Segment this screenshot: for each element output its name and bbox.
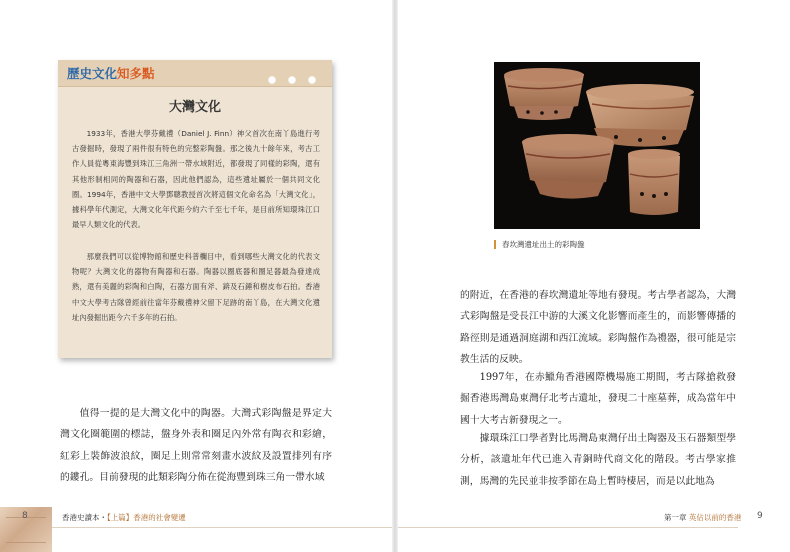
footer-running-head-left: 香港史讀本・【上篇】香港的社會變遷 <box>62 513 186 522</box>
page-number-right: 9 <box>757 511 763 521</box>
footer-rule-left <box>52 527 392 528</box>
sidebar-header-title <box>67 64 155 82</box>
sidebar-header <box>58 60 332 87</box>
sidebar-header-title-b: 知多點 <box>117 66 155 81</box>
book-title: 香港史讀本 <box>62 513 100 522</box>
dot-icon <box>268 76 276 84</box>
dot-icon <box>308 76 316 84</box>
book-gutter <box>392 0 398 552</box>
footer-rule-right <box>398 527 738 528</box>
caption-marker <box>494 240 496 249</box>
dot-icon <box>288 76 296 84</box>
right-body-paragraph: 1997年，在赤鱲角香港國際機場施工期間，考古隊搶救發掘香港馬灣島東灣仔北考古遺址，發現二十座墓葬，成為當年中國十大考古新發現之一。 <box>460 372 736 426</box>
history-culture-sidebar <box>58 60 332 358</box>
photo-caption-text: 舂坎灣遺址出土的彩陶盤 <box>502 240 585 249</box>
left-body-paragraph: 值得一提的是大灣文化中的陶器。大灣式彩陶盤是界定大灣文化圈範圍的標誌，盤身外表和圈足內外常有陶衣和彩繪，紅彩上裝飾波浪紋，圈足上則常常刻畫水波紋及設置排列有序的鏤孔。目前發現的此類彩陶分佈在從海豐到珠三角一帶水域 <box>60 408 332 484</box>
right-body-paragraph: 的附近，在香港的舂坎灣遺址等地有發現。考古學者認為，大灣式彩陶盤是受長江中游的大溪文化影響而產生的，而影響傳播的路徑則是通過洞庭湖和西江流域。彩陶盤作為禮器，很可能是宗教生活的反映。 <box>460 290 736 366</box>
section-title: 【上篇】香港的社會變遷 <box>107 513 186 522</box>
pottery-photo <box>494 62 700 229</box>
sidebar-paragraph: 那麼我們可以從博物館和歷史科普欄目中，看到哪些大灣文化的代表文物呢？大灣文化的器物有陶器和石器。陶器以圈底器和圈足器最為發達成熟，還有美麗的彩陶和白陶，石器方面有斧、錛及石錘和樹皮布石拍。香港中文大學考古隊曾經前往當年芬戴禮神父留下足跡的南丫島，在大灣文化遺址內發掘出距今六千多年的石拍。 <box>72 252 320 322</box>
sidebar-title: 大灣文化 <box>168 100 221 115</box>
sidebar-header-title-a: 歷史文化 <box>67 66 118 81</box>
photo-caption <box>494 239 585 250</box>
decorative-dots <box>256 69 316 88</box>
chapter-label: 第一章 <box>664 513 687 522</box>
pottery-image <box>494 62 700 229</box>
page-number-left: 8 <box>22 511 28 521</box>
footer-running-head-right <box>664 512 741 523</box>
pottery-vessel-4 <box>628 149 680 215</box>
right-body-paragraph: 據環珠江口學者對比馬灣島東灣仔出土陶器及玉石器類型學分析，該遺址年代已進入青銅時代商文化的階段。考古學家推測，馬灣的先民並非按季節在島上暫時棲居，而是以此地為 <box>460 433 736 487</box>
chapter-title: 英佔以前的香港 <box>688 513 742 522</box>
sidebar-paragraph: 1933年，香港大學芬戴禮（Daniel J. Finn）神父首次在南丫島進行考古發掘時，發現了兩件很有特色的完整彩陶盤。那之後九十餘年來，考古工作人員從粵東海豐到珠江三角洲一帶水域附近，都發現了同樣的彩陶，還有其他形制相同的陶器和石器，因此他們認為，這些遺址屬於一個共同文化圈。1994年，香港中文大學鄧聰教授首次將這個文化命名為「大灣文化」，據科學年代測定，大灣文化年代距今約六千至七千年，是目前所知環珠江口最早人類文化的代表。 <box>72 129 320 230</box>
